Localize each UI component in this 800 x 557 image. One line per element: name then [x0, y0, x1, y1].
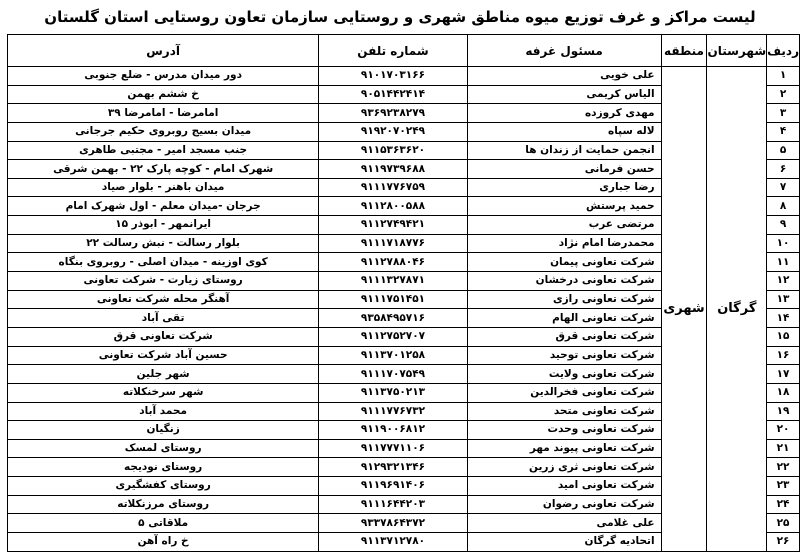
- booth-manager-cell: شرکت تعاونی قرق: [467, 327, 661, 346]
- address-cell: روستای کفشگیری: [8, 477, 319, 496]
- booth-manager-cell: شرکت تعاونی ثری زرین: [467, 458, 661, 477]
- booth-manager-cell: حسن فرمانی: [467, 160, 661, 179]
- row-number: ۱۶: [767, 346, 800, 365]
- phone-cell: ۹۱۹۲۰۷۰۲۴۹: [319, 122, 467, 141]
- row-number: ۱۵: [767, 327, 800, 346]
- booth-manager-cell: حمید پرستش: [467, 197, 661, 216]
- address-cell: ملاقاتی ۵: [8, 514, 319, 533]
- phone-cell: ۹۱۱۹۰۰۶۸۱۲: [319, 421, 467, 440]
- row-number: ۶: [767, 160, 800, 179]
- header-row: [8, 35, 800, 67]
- row-number: ۱۱: [767, 253, 800, 272]
- row-number: ۲۳: [767, 477, 800, 496]
- row-number: ۲۴: [767, 495, 800, 514]
- address-cell: محمد آباد: [8, 402, 319, 421]
- address-cell: کوی اوزینه - میدان اصلی - روبروی بنگاه: [8, 253, 319, 272]
- header-region: منطقه: [661, 35, 707, 67]
- address-cell: بلوار رسالت - نبش رسالت ۲۲: [8, 234, 319, 253]
- booth-manager-cell: شرکت تعاونی رضوان: [467, 495, 661, 514]
- address-cell: روستای نودیجه: [8, 458, 319, 477]
- row-number: ۲۲: [767, 458, 800, 477]
- address-cell: آهنگر محله شرکت تعاونی: [8, 290, 319, 309]
- distribution-table: [7, 34, 800, 552]
- address-cell: حسین آباد شرکت تعاونی: [8, 346, 319, 365]
- booth-manager-cell: شرکت تعاونی پیمان: [467, 253, 661, 272]
- row-number: ۲۶: [767, 533, 800, 552]
- row-number: ۷: [767, 178, 800, 197]
- address-cell: ایرانمهر - ابوذر ۱۵: [8, 216, 319, 235]
- row-number: ۲۵: [767, 514, 800, 533]
- row-number: ۱۸: [767, 383, 800, 402]
- address-cell: امامرضا - امامرضا ۳۹: [8, 104, 319, 123]
- booth-manager-cell: محمدرضا امام نژاد: [467, 234, 661, 253]
- row-number: ۵: [767, 141, 800, 160]
- region-cell: شهری: [661, 67, 707, 552]
- booth-manager-cell: شرکت تعاونی ولایت: [467, 365, 661, 384]
- booth-manager-cell: شرکت تعاونی درخشان: [467, 272, 661, 291]
- phone-cell: ۹۳۶۹۲۳۸۲۷۹: [319, 104, 467, 123]
- booth-manager-cell: اتحادیه گرگان: [467, 533, 661, 552]
- phone-cell: ۹۳۵۸۴۹۵۷۱۶: [319, 309, 467, 328]
- phone-cell: ۹۱۱۲۷۴۹۴۲۱: [319, 216, 467, 235]
- phone-cell: ۹۱۰۱۷۰۳۱۶۶: [319, 67, 467, 86]
- booth-manager-cell: رضا جباری: [467, 178, 661, 197]
- booth-manager-cell: الیاس کریمی: [467, 85, 661, 104]
- header-city: شهرستان: [707, 35, 767, 67]
- phone-cell: ۹۱۱۱۷۱۸۷۷۶: [319, 234, 467, 253]
- booth-manager-cell: علی غلامی: [467, 514, 661, 533]
- address-cell: جرجان -میدان معلم - اول شهرک امام: [8, 197, 319, 216]
- phone-cell: ۹۱۱۱۷۵۱۴۵۱: [319, 290, 467, 309]
- header-row-number: ردیف: [767, 35, 800, 67]
- booth-manager-cell: شرکت تعاونی پیوند مهر: [467, 439, 661, 458]
- booth-manager-cell: انجمن حمایت از زندان ها: [467, 141, 661, 160]
- address-cell: شهر جلین: [8, 365, 319, 384]
- row-number: ۱: [767, 67, 800, 86]
- address-cell: دور میدان مدرس - ضلع جنوبی: [8, 67, 319, 86]
- phone-cell: ۹۱۱۲۸۰۰۵۸۸: [319, 197, 467, 216]
- city-cell: گرگان: [707, 67, 767, 552]
- booth-manager-cell: مرتضی عرب: [467, 216, 661, 235]
- address-cell: جنب مسجد امیر - مجتبی طاهری: [8, 141, 319, 160]
- booth-manager-cell: شرکت تعاونی وحدت: [467, 421, 661, 440]
- row-number: ۱۷: [767, 365, 800, 384]
- row-number: ۱۳: [767, 290, 800, 309]
- row-number: ۳: [767, 104, 800, 123]
- phone-cell: ۹۱۱۱۶۴۴۲۰۳: [319, 495, 467, 514]
- phone-cell: ۹۳۳۷۸۶۴۳۷۲: [319, 514, 467, 533]
- booth-manager-cell: شرکت تعاونی فخرالدین: [467, 383, 661, 402]
- address-cell: روستای لمسک: [8, 439, 319, 458]
- booth-manager-cell: لاله سپاه: [467, 122, 661, 141]
- phone-cell: ۹۱۱۳۷۵۰۲۱۳: [319, 383, 467, 402]
- table-row: [8, 67, 800, 86]
- phone-cell: ۹۱۱۲۷۵۲۷۰۷: [319, 327, 467, 346]
- address-cell: میدان باهنر - بلوار صیاد: [8, 178, 319, 197]
- address-cell: خ ششم بهمن: [8, 85, 319, 104]
- phone-cell: ۹۱۱۵۳۶۳۶۲۰: [319, 141, 467, 160]
- page-title: لیست مراکز و غرف توزیع میوه مناطق شهری و روستایی سازمان تعاون روستایی استان گلستان: [44, 8, 756, 26]
- phone-cell: ۹۱۱۱۷۷۶۷۵۹: [319, 178, 467, 197]
- booth-manager-cell: علی خویی: [467, 67, 661, 86]
- address-cell: روستای زیارت - شرکت تعاونی: [8, 272, 319, 291]
- phone-cell: ۹۱۱۱۷۷۶۷۳۲: [319, 402, 467, 421]
- row-number: ۲: [767, 85, 800, 104]
- phone-cell: ۹۱۱۳۷۰۱۲۵۸: [319, 346, 467, 365]
- row-number: ۱۹: [767, 402, 800, 421]
- row-number: ۸: [767, 197, 800, 216]
- address-cell: روستای مرزنکلاته: [8, 495, 319, 514]
- header-phone: شماره تلفن: [319, 35, 467, 67]
- phone-cell: ۹۱۲۹۳۲۱۳۴۶: [319, 458, 467, 477]
- address-cell: شرکت تعاونی قرق: [8, 327, 319, 346]
- booth-manager-cell: شرکت تعاونی متحد: [467, 402, 661, 421]
- booth-manager-cell: شرکت تعاونی توحید: [467, 346, 661, 365]
- row-number: ۹: [767, 216, 800, 235]
- address-cell: شهر سرخنکلاته: [8, 383, 319, 402]
- phone-cell: ۹۱۱۱۳۲۷۸۷۱: [319, 272, 467, 291]
- booth-manager-cell: شرکت تعاونی الهام: [467, 309, 661, 328]
- address-cell: شهرک امام - کوچه پارک ۲۲ - بهمن شرقی: [8, 160, 319, 179]
- row-number: ۲۰: [767, 421, 800, 440]
- header-booth-manager: مسئول غرفه: [467, 35, 661, 67]
- header-address: آدرس: [8, 35, 319, 67]
- phone-cell: ۹۱۱۱۷۰۷۵۴۹: [319, 365, 467, 384]
- address-cell: تقی آباد: [8, 309, 319, 328]
- phone-cell: ۹۱۱۷۷۷۱۱۰۶: [319, 439, 467, 458]
- booth-manager-cell: شرکت تعاونی امید: [467, 477, 661, 496]
- phone-cell: ۹۱۱۹۷۳۹۶۸۸: [319, 160, 467, 179]
- row-number: ۲۱: [767, 439, 800, 458]
- booth-manager-cell: شرکت تعاونی رازی: [467, 290, 661, 309]
- row-number: ۱۲: [767, 272, 800, 291]
- row-number: ۱۴: [767, 309, 800, 328]
- booth-manager-cell: مهدی کروزده: [467, 104, 661, 123]
- phone-cell: ۹۰۵۱۴۴۲۴۱۴: [319, 85, 467, 104]
- table-body: [8, 67, 800, 552]
- address-cell: میدان بسیج روبروی حکیم جرجانی: [8, 122, 319, 141]
- row-number: ۴: [767, 122, 800, 141]
- address-cell: خ راه آهن: [8, 533, 319, 552]
- address-cell: زنگیان: [8, 421, 319, 440]
- phone-cell: ۹۱۱۲۷۸۸۰۴۶: [319, 253, 467, 272]
- phone-cell: ۹۱۱۹۶۹۱۴۰۶: [319, 477, 467, 496]
- phone-cell: ۹۱۱۳۷۱۲۷۸۰: [319, 533, 467, 552]
- row-number: ۱۰: [767, 234, 800, 253]
